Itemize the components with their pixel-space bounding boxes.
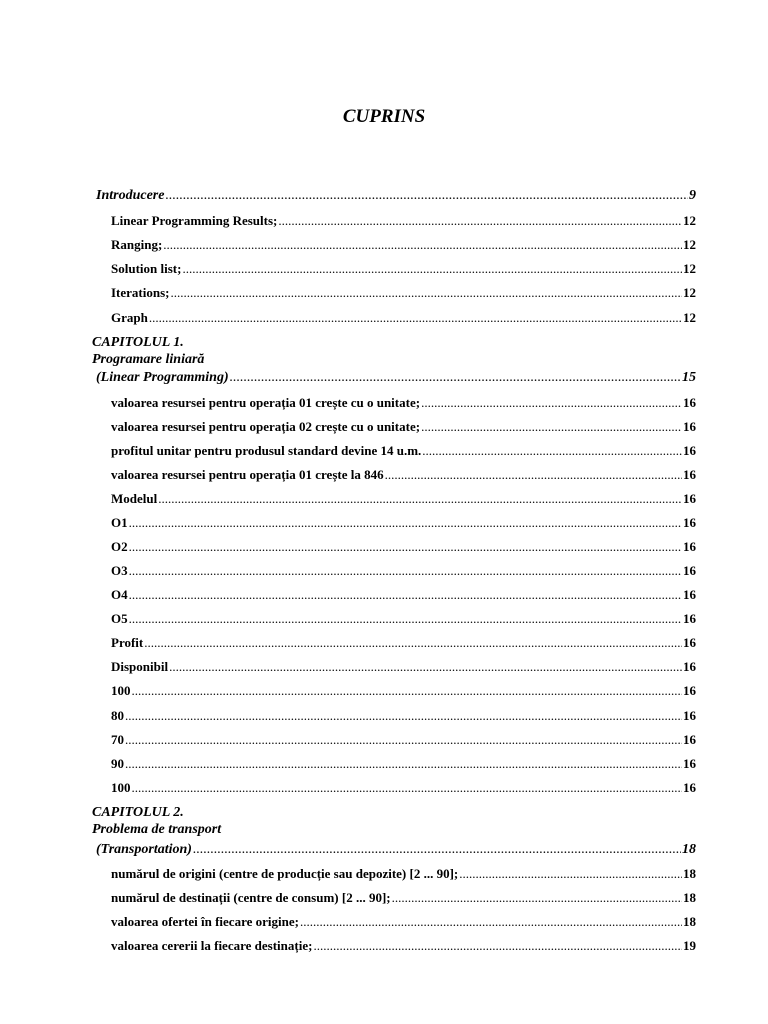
toc-label: Disponibil [111,659,169,674]
dot-leader [125,754,682,774]
toc-entry[interactable] [111,681,696,701]
toc-page-number: 16 [683,780,696,795]
toc-label: valoarea resursei pentru operația 01 crește la 846 [111,467,384,482]
page-title: CUPRINS [342,106,426,127]
toc-entry[interactable] [111,888,696,908]
toc-entry[interactable] [111,730,696,750]
toc-label: 80 [111,708,124,723]
toc-page-number: 16 [683,395,696,410]
toc-page-number: 16 [683,635,696,650]
toc-label: O4 [111,587,128,602]
toc-page-number: 18 [683,890,696,905]
toc-entry[interactable] [111,936,696,956]
toc-label: O5 [111,611,128,626]
dot-leader [421,393,682,413]
toc-entry[interactable] [111,465,696,485]
toc-label: Profit [111,635,144,650]
toc-label: Solution list; [111,261,182,276]
toc-label: valoarea cererii la fiecare destinație; [111,938,313,953]
dot-leader [129,513,682,533]
toc-label: valoarea resursei pentru operația 01 crește cu o unitate; [111,395,421,410]
dot-leader [125,730,682,750]
toc-page-number: 12 [683,237,696,252]
dot-leader [129,537,682,557]
toc-entry[interactable] [111,864,696,884]
toc-label: Graph [111,310,148,325]
dot-leader [182,259,682,279]
toc-page-number: 16 [683,467,696,482]
toc-label: numărul de destinații (centre de consum) [2 ... 90]; [111,890,391,905]
toc-entry[interactable] [111,308,696,328]
toc-label: O2 [111,539,128,554]
toc-label: Modelul [111,491,158,506]
dot-leader [144,633,682,653]
toc-label: O3 [111,563,128,578]
dot-leader [129,609,682,629]
toc-label: O1 [111,515,128,530]
chapter-subtitle: Programare liniară [92,352,205,367]
toc-entry-intro[interactable] [96,186,696,206]
toc-page-number: 16 [683,491,696,506]
toc-entry[interactable] [111,417,696,437]
toc-label: valoarea resursei pentru operația 02 crește cu o unitate; [111,419,421,434]
toc-label: valoarea ofertei în fiecare origine; [111,914,299,929]
dot-leader [300,912,682,932]
toc-page-number: 12 [683,213,696,228]
toc-page-number: 16 [683,732,696,747]
toc-label: Linear Programming Results; [111,213,278,228]
toc-page-number: 9 [689,188,696,203]
toc-entry[interactable] [111,513,696,533]
dot-leader [385,465,682,485]
toc-label: 70 [111,732,124,747]
dot-leader [171,283,683,303]
dot-leader [459,864,682,884]
toc-entry[interactable] [111,235,696,255]
dot-leader [169,657,682,677]
toc-entry[interactable] [111,489,696,509]
toc-page-number: 18 [683,866,696,881]
toc-label: 100 [111,780,131,795]
toc-label: numărul de origini (centre de producție sau depozite) [2 ... 90]; [111,866,459,881]
toc-entry[interactable] [111,259,696,279]
toc-entry-chapter[interactable] [96,840,696,860]
toc-entry[interactable] [111,778,696,798]
toc-entry[interactable] [111,561,696,581]
dot-leader [163,235,682,255]
toc-entry[interactable] [111,537,696,557]
toc-label: Iterations; [111,285,170,300]
toc-page-number: 18 [682,842,696,857]
toc-entry[interactable] [111,441,696,461]
toc-page-number: 16 [683,539,696,554]
toc-page-number: 12 [683,310,696,325]
dot-leader [129,561,682,581]
dot-leader [158,489,682,509]
toc-label: profitul unitar pentru produsul standard devine 14 u.m. [111,443,422,458]
toc-entry[interactable] [111,609,696,629]
dot-leader [313,936,682,956]
toc-page-number: 12 [683,285,696,300]
dot-leader [149,308,682,328]
toc-label: Ranging; [111,237,163,252]
toc-label: 90 [111,756,124,771]
toc-label: 100 [111,683,131,698]
toc-entry[interactable] [111,393,696,413]
toc-label: Introducere [96,188,165,203]
chapter-heading: CAPITOLUL 1. [92,335,184,350]
toc-page-number: 16 [683,659,696,674]
toc-entry[interactable] [111,283,696,303]
toc-page-number: 16 [683,611,696,626]
toc-page-number: 16 [683,756,696,771]
chapter-heading: CAPITOLUL 2. [92,805,184,820]
dot-leader [165,186,688,206]
toc-entry[interactable] [111,754,696,774]
dot-leader [278,211,682,231]
toc-entry[interactable] [111,585,696,605]
toc-page-number: 16 [683,683,696,698]
toc-page-number: 12 [683,261,696,276]
toc-entry[interactable] [111,706,696,726]
dot-leader [132,681,683,701]
toc-page-number: 15 [682,370,696,385]
toc-entry[interactable] [111,211,696,231]
toc-page-number: 16 [683,708,696,723]
toc-entry[interactable] [111,633,696,653]
toc-page-number: 16 [683,443,696,458]
toc-entry[interactable] [111,912,696,932]
dot-leader [422,441,682,461]
toc-page-number: 16 [683,419,696,434]
dot-leader [230,368,681,388]
dot-leader [125,706,682,726]
dot-leader [129,585,682,605]
toc-page-number: 16 [683,515,696,530]
toc-entry[interactable] [111,657,696,677]
dot-leader [193,840,681,860]
dot-leader [132,778,683,798]
toc-page-number: 16 [683,587,696,602]
dot-leader [392,888,682,908]
toc-entry-chapter[interactable] [96,368,696,388]
toc-page-number: 16 [683,563,696,578]
chapter-subtitle: Problema de transport [92,822,222,837]
toc-page-number: 19 [683,938,696,953]
toc-page-number: 18 [683,914,696,929]
toc-label: (Linear Programming) [96,370,229,385]
dot-leader [421,417,682,437]
toc-label: (Transportation) [96,842,192,857]
